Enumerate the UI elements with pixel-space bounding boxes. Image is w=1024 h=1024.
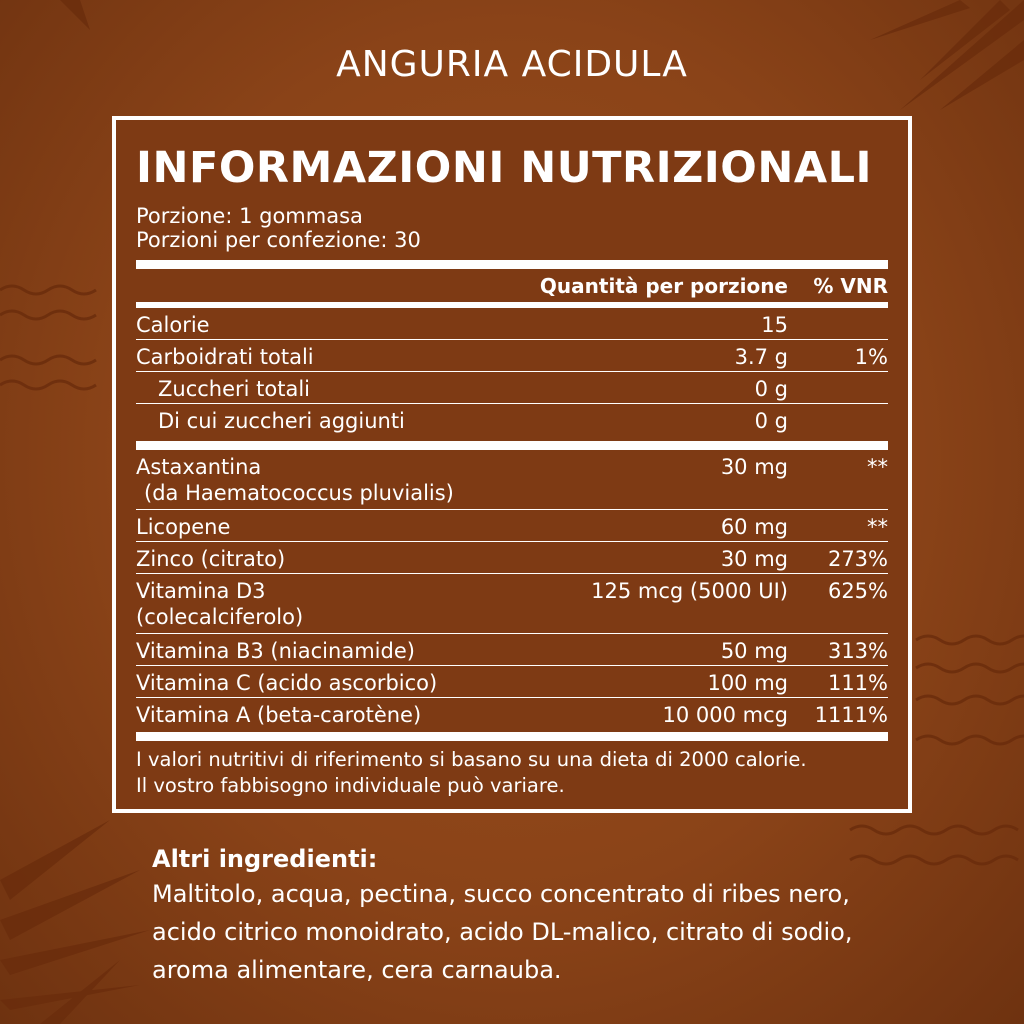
nutrient-quantity: 125 mcg (5000 UI) [591, 579, 788, 603]
table-row [136, 510, 888, 541]
nutrient-quantity: 50 mg [720, 639, 788, 663]
nutrient-vnr: ** [867, 455, 888, 479]
other-ingredients [152, 843, 912, 989]
table-row [136, 698, 888, 729]
nutrient-vnr: 1% [854, 345, 888, 369]
nutrient-name: Carboidrati totali [136, 345, 314, 369]
serving-size: Porzione: 1 gommasa [136, 204, 363, 228]
nutrient-name: Vitamina B3 (niacinamide) [136, 639, 415, 663]
product-name: ANGURIA ACIDULA [336, 44, 688, 85]
nutrient-quantity: 30 mg [720, 547, 788, 571]
nutrient-vnr: 273% [827, 547, 888, 571]
nutrient-vnr: 625% [827, 579, 888, 603]
table-row [136, 542, 888, 573]
nutrient-name: Licopene [136, 515, 231, 539]
serving-info [136, 204, 888, 252]
nutrient-quantity: 0 g [754, 409, 788, 433]
nutrient-detail: (colecalciferolo) [136, 605, 304, 629]
header-quantity: Quantità per porzione [539, 273, 788, 298]
nutrient-name: Di cui zuccheri aggiunti [158, 409, 405, 433]
table-row [136, 634, 888, 665]
servings-per-pack: Porzioni per confezione: 30 [136, 228, 421, 252]
nutrient-name: Vitamina C (acido ascorbico) [136, 671, 438, 695]
nutrient-quantity: 3.7 g [734, 345, 788, 369]
header-vnr: % VNR [813, 273, 888, 298]
nutrient-vnr: 1111% [814, 703, 888, 727]
footnote-line-2: Il vostro fabbisogno individuale può variare. [136, 774, 565, 797]
table-row [136, 404, 888, 435]
divider-thick [136, 441, 888, 450]
nutrient-quantity: 60 mg [720, 515, 788, 539]
other-ingredients-title: Altri ingredienti: [152, 845, 378, 873]
table-row [136, 574, 888, 633]
nutrient-name: Vitamina A (beta-carotène) [136, 703, 422, 727]
table-row [136, 450, 888, 509]
nutrient-name: Zuccheri totali [158, 377, 311, 401]
nutrient-name: Calorie [136, 313, 210, 337]
table-row [136, 340, 888, 371]
nutrient-name: Zinco (citrato) [136, 547, 286, 571]
table-row [136, 308, 888, 339]
divider-thick [136, 260, 888, 269]
panel-title: INFORMAZIONI NUTRIZIONALI [136, 143, 873, 193]
table-row [136, 372, 888, 403]
table-header [136, 269, 888, 302]
nutrition-facts-panel [112, 116, 912, 813]
table-row [136, 666, 888, 697]
divider-thick [136, 732, 888, 741]
nutrient-vnr: 313% [827, 639, 888, 663]
footnote [136, 741, 888, 799]
nutrient-name: Astaxantina [136, 455, 262, 479]
nutrient-detail: (da Haematococcus pluvialis) [144, 481, 454, 505]
nutrient-vnr: 111% [827, 671, 888, 695]
nutrient-quantity: 100 mg [707, 671, 788, 695]
nutrient-quantity: 15 [761, 313, 788, 337]
other-ingredients-text: Maltitolo, acqua, pectina, succo concentrato di ribes nero, acido citrico monoidrato, acido DL-malico, citrato di sodio, aroma alimentare, cera carnauba. [152, 880, 853, 984]
nutrient-quantity: 30 mg [720, 455, 788, 479]
nutrient-vnr: ** [867, 515, 888, 539]
footnote-line-1: I valori nutritivi di riferimento si basano su una dieta di 2000 calorie. [136, 748, 807, 771]
nutrient-quantity: 10 000 mcg [662, 703, 788, 727]
nutrient-name: Vitamina D3 [136, 579, 266, 603]
nutrient-quantity: 0 g [754, 377, 788, 401]
